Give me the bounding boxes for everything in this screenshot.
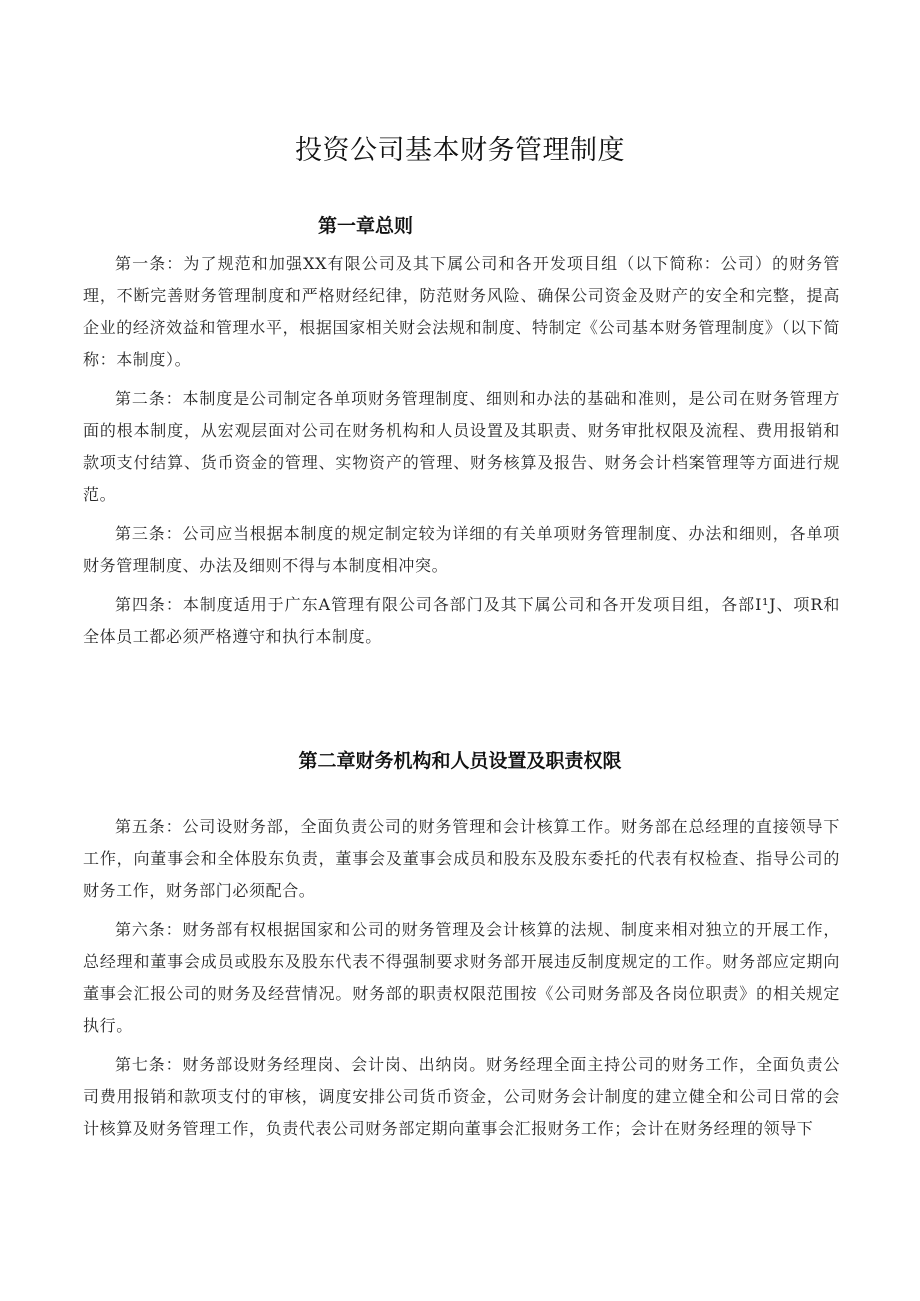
chapter-2-body: [83, 811, 840, 1152]
article-3: 第三条：公司应当根据本制度的规定制定较为详细的有关单项财务管理制度、办法和细则，各单项财务管理制度、办法及细则不得与本制度相冲突。: [83, 524, 840, 575]
chapter-heading: 第一章总则: [318, 215, 414, 237]
article-4: 第四条：本制度适用于广东A管理有限公司各部门及其下属公司和各开发项目组，各部I¹J、项R和全体员工都必须严格遵守和执行本制度。: [83, 595, 840, 646]
chapter-1-body: [83, 248, 840, 660]
article-1: 第一条：为了规范和加强XX有限公司及其下属公司和各开发项目组（以下简称：公司）的财务管理，不断完善财务管理制度和严格财经纪律，防范财务风险、确保公司资金及财产的安全和完整，提高企业的经济效益和管理水平，根据国家相关财会法规和制度、特制定《公司基本财务管理制度》（以下简称：本制度）。: [83, 254, 840, 369]
article-5: 第五条：公司设财务部，全面负责公司的财务管理和会计核算工作。财务部在总经理的直接领导下工作，向董事会和全体股东负责，董事会及董事会成员和股东及股东委托的代表有权检查、指导公司的财务工作，财务部门必须配合。: [83, 817, 840, 900]
article-2: 第二条：本制度是公司制定各单项财务管理制度、细则和办法的基础和准则，是公司在财务管理方面的根本制度，从宏观层面对公司在财务机构和人员设置及其职责、财务审批权限及流程、费用报销和款项支付结算、货币资金的管理、实物资产的管理、财务核算及报告、财务会计档案管理等方面进行规范。: [83, 389, 840, 504]
article-7: 第七条：财务部设财务经理岗、会计岗、出纳岗。财务经理全面主持公司的财务工作，全面负责公司费用报销和款项支付的审核，调度安排公司货币资金，公司财务会计制度的建立健全和公司日常的会计核算及财务管理工作，负责代表公司财务部定期向董事会汇报财务工作；会计在财务经理的领导下: [83, 1055, 840, 1138]
chapter-heading: 第二章财务机构和人员设置及职责权限: [298, 750, 622, 772]
document-title: 投资公司基本财务管理制度: [295, 135, 625, 166]
article-6: 第六条：财务部有权根据国家和公司的财务管理及会计核算的法规、制度来相对独立的开展工作，总经理和董事会成员或股东及股东代表不得强制要求财务部开展违反制度规定的工作。财务部应定期向董事会汇报公司的财务及经营情况。财务部的职责权限范围按《公司财务部及各岗位职责》的相关规定执行。: [83, 920, 840, 1035]
